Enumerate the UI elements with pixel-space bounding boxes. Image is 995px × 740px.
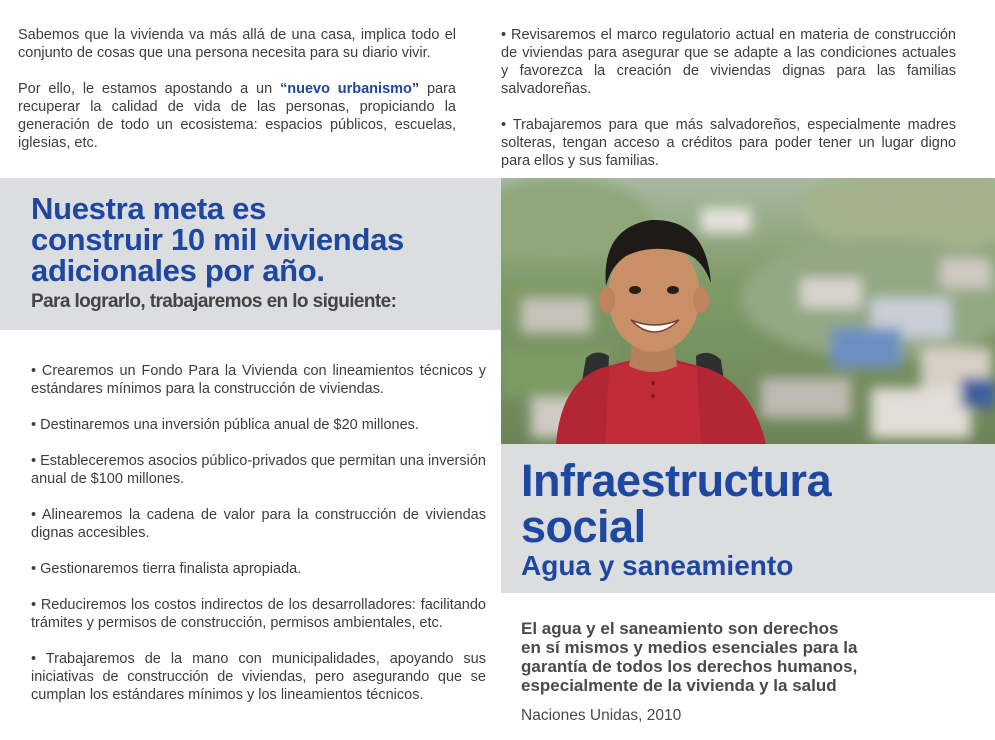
- list-item: • Crearemos un Fondo Para la Vivienda con lineamientos técnicos y estándares mínimos para la construcción de viviendas.: [31, 363, 486, 397]
- goal-headline-line-2: construir 10 mil viviendas: [31, 222, 404, 257]
- list-item: • Reduciremos los costos indirectos de los desarrolladores: facilitando trámites y permisos de construcción, permisos ambientales, etc.: [31, 597, 486, 631]
- regulation-column: [501, 26, 956, 170]
- goal-subheading: Para lograrlo, trabajaremos en lo siguiente:: [31, 291, 397, 312]
- section-title-line-2: social: [521, 501, 646, 552]
- intro-paragraph-2-start: Por ello, le estamos apostando a un: [18, 81, 280, 97]
- section-title-line-1: Infraestructura: [521, 455, 832, 506]
- list-item: • Destinaremos una inversión pública anual de $20 millones.: [31, 417, 419, 433]
- list-item: • Trabajaremos de la mano con municipalidades, apoyando sus iniciativas de construcción de viviendas, pero asegurando que se cumplan los estándares mínimos y los lineamientos técnicos.: [31, 651, 486, 703]
- intro-paragraph-2-end: para recuperar la calidad de vida de las personas, propiciando la generación de todo un ecosistema: espacios públicos, escuelas, iglesias, etc.: [18, 81, 456, 151]
- list-item: • Alinearemos la cadena de valor para la construcción de viviendas dignas accesibles.: [31, 507, 486, 541]
- infrastructure-heading: [521, 455, 981, 582]
- quote-line-1: El agua y el saneamiento son derechos: [521, 619, 839, 638]
- list-item: • Gestionaremos tierra finalista apropiada.: [31, 561, 302, 577]
- intro-paragraph-1: Sabemos que la vivienda va más allá de una casa, implica todo el conjunto de cosas que una persona necesita para su diario vivir.: [18, 27, 456, 61]
- quote-line-3: garantía de todos los derechos humanos,: [521, 657, 858, 676]
- nuevo-urbanismo-highlight: “nuevo urbanismo”: [279, 81, 420, 97]
- intro-column: [18, 26, 456, 152]
- quote-source: Naciones Unidas, 2010: [521, 707, 682, 724]
- quote-line-2: en sí mismos y medios esenciales para la: [521, 638, 858, 657]
- action-list: [31, 362, 486, 704]
- list-item: • Estableceremos asocios público-privados que permitan una inversión anual de $100 millones.: [31, 453, 486, 487]
- intro-paragraph-2: [18, 80, 456, 152]
- boy-photo: [501, 178, 995, 444]
- credit-bullet: • Trabajaremos para que más salvadoreños, especialmente madres solteras, tengan acceso a créditos para poder tener un lugar digno para ellos y sus familias.: [501, 117, 956, 169]
- goal-heading: [31, 193, 491, 313]
- goal-headline-line-1: Nuestra meta es: [31, 191, 267, 226]
- smiling-boy-illustration: [501, 178, 995, 444]
- quote-line-4: especialmente de la vivienda y la salud: [521, 676, 837, 695]
- section-subtitle: Agua y saneamiento: [521, 550, 794, 581]
- goal-headline-line-3: adicionales por año.: [31, 253, 325, 288]
- un-quote: [521, 619, 981, 725]
- regulation-bullet: • Revisaremos el marco regulatorio actual en materia de construcción de viviendas para asegurar que se adapte a las condiciones actuales y favorezca la creación de viviendas dignas para las familias salvadoreñas.: [501, 27, 956, 97]
